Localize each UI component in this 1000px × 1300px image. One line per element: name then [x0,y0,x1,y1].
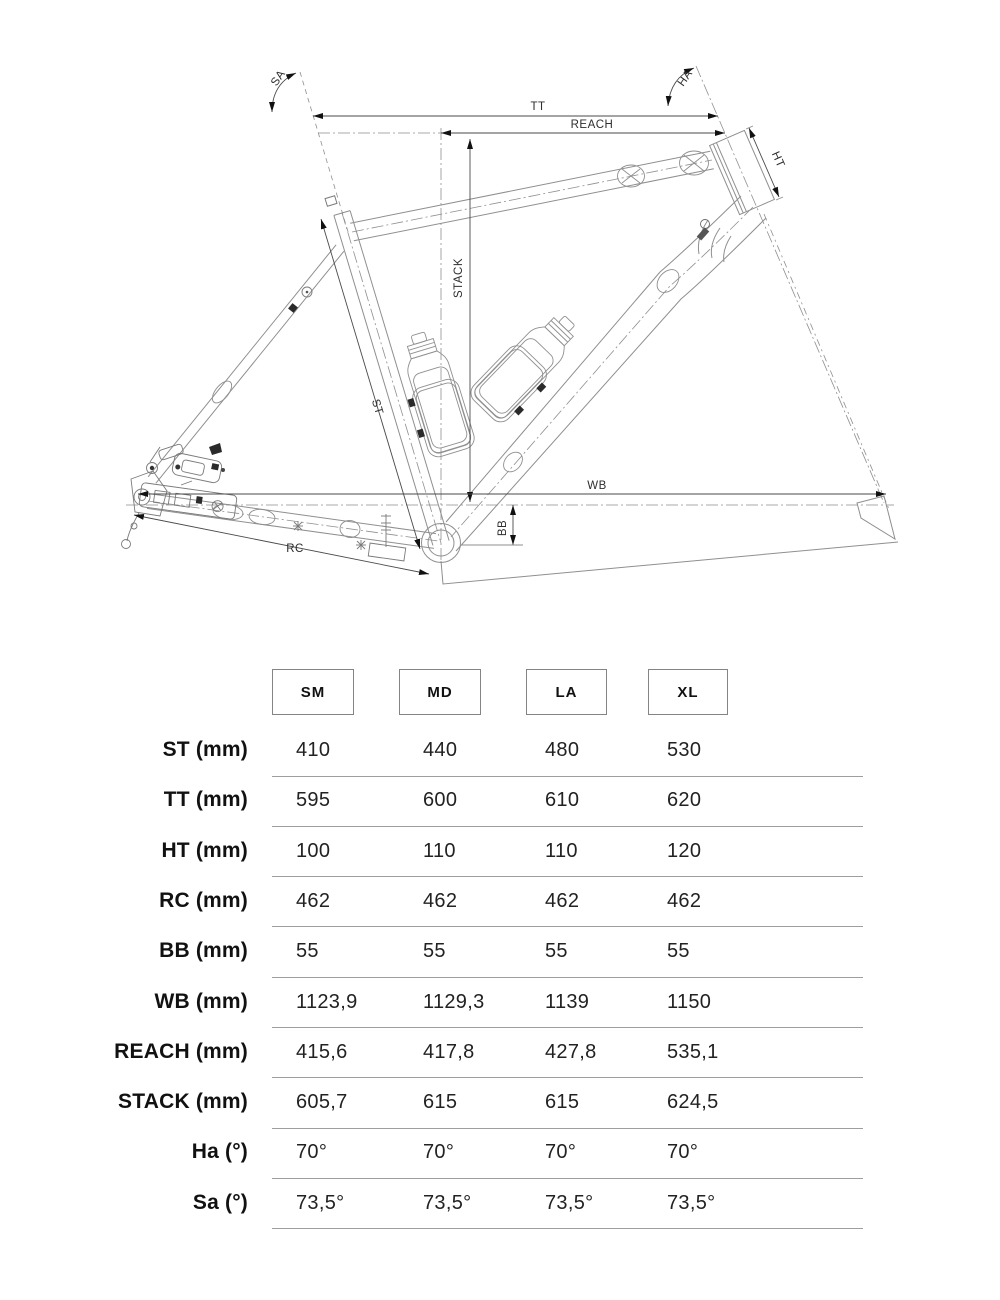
cell-value: 480 [545,739,580,761]
small-details [288,196,709,561]
bottle-down-tube [466,304,590,430]
cell-value: 73,5° [545,1191,594,1214]
cell-value: 605,7 [296,1091,348,1114]
row-label: ST (mm) [162,738,248,761]
label-rc: RC [286,543,304,555]
cell-value: 620 [667,789,702,812]
dimension-labels [269,68,787,555]
cell-value: 1123,9 [296,990,358,1013]
cell-value: 595 [296,789,331,812]
cell-value: 427,8 [545,1040,597,1063]
label-sa: SA [268,68,289,89]
cell-value: 462 [667,889,702,912]
cell-value: 610 [545,789,580,812]
row-separator [272,776,863,777]
cell-value: 600 [423,789,458,812]
row-label: Ha (°) [191,1140,248,1164]
cell-value: 70° [296,1141,328,1164]
rear-dropout-cluster [122,443,238,549]
cell-value: 462 [423,889,458,912]
cell-value: 410 [296,739,331,761]
row-separator [272,826,863,827]
cell-value: 1139 [545,990,590,1013]
cell-value: 55 [545,940,568,963]
cell-value: 1129,3 [423,990,485,1013]
label-st: ST [368,397,385,417]
cell-value: 70° [545,1141,577,1164]
cable-ports [209,151,709,539]
dimension-lines [134,68,886,574]
cell-value: 624,5 [667,1091,719,1114]
row-separator [272,1027,863,1028]
row-label: REACH (mm) [114,1039,248,1063]
row-label: Sa (°) [192,1190,248,1214]
cell-value: 120 [667,839,702,862]
row-separator [272,1128,863,1129]
size-header-xl: XL [648,669,728,715]
label-ht: HT [768,149,787,170]
row-label: HT (mm) [161,838,248,862]
cell-value: 70° [423,1141,455,1164]
row-label: BB (mm) [159,939,248,963]
label-wb: WB [587,480,607,492]
reference-lines [126,66,894,563]
label-tt: TT [530,101,546,113]
size-header-md: MD [399,669,481,715]
label-ha: HA [675,67,696,89]
row-label: RC (mm) [159,888,248,912]
cell-value: 70° [667,1141,699,1164]
cell-value: 73,5° [296,1191,345,1214]
cell-value: 462 [296,889,331,912]
bottle-seat-tube [390,327,477,461]
row-label: STACK (mm) [118,1090,248,1114]
cell-value: 1150 [667,990,712,1013]
cell-value: 55 [423,940,446,963]
cell-value: 415,6 [296,1040,348,1063]
frame-tubes [147,130,898,584]
row-separator [272,1077,863,1078]
row-separator [272,977,863,978]
cell-value: 73,5° [667,1191,716,1214]
cell-value: 530 [667,739,702,761]
label-bb: BB [497,519,509,537]
cell-value: 110 [423,839,456,862]
row-separator [272,926,863,927]
row-separator [272,1178,863,1179]
cell-value: 55 [296,940,319,963]
cell-value: 110 [545,839,578,862]
row-label: TT (mm) [163,788,248,812]
cell-value: 440 [423,739,458,761]
cell-value: 100 [296,839,331,862]
label-reach: REACH [570,119,614,131]
cell-value: 615 [545,1091,580,1114]
cell-value: 73,5° [423,1191,472,1214]
cell-value: 535,1 [667,1040,719,1063]
cell-value: 615 [423,1091,458,1114]
size-header-sm: SM [272,669,354,715]
label-stack: STACK [453,258,465,298]
row-separator [272,876,863,877]
cell-value: 55 [667,940,690,963]
cell-value: 417,8 [423,1040,475,1063]
size-header-la: LA [526,669,607,715]
row-separator [272,1228,863,1229]
cell-value: 462 [545,889,580,912]
row-label: WB (mm) [154,989,248,1013]
frame-geometry-diagram [0,0,1000,640]
